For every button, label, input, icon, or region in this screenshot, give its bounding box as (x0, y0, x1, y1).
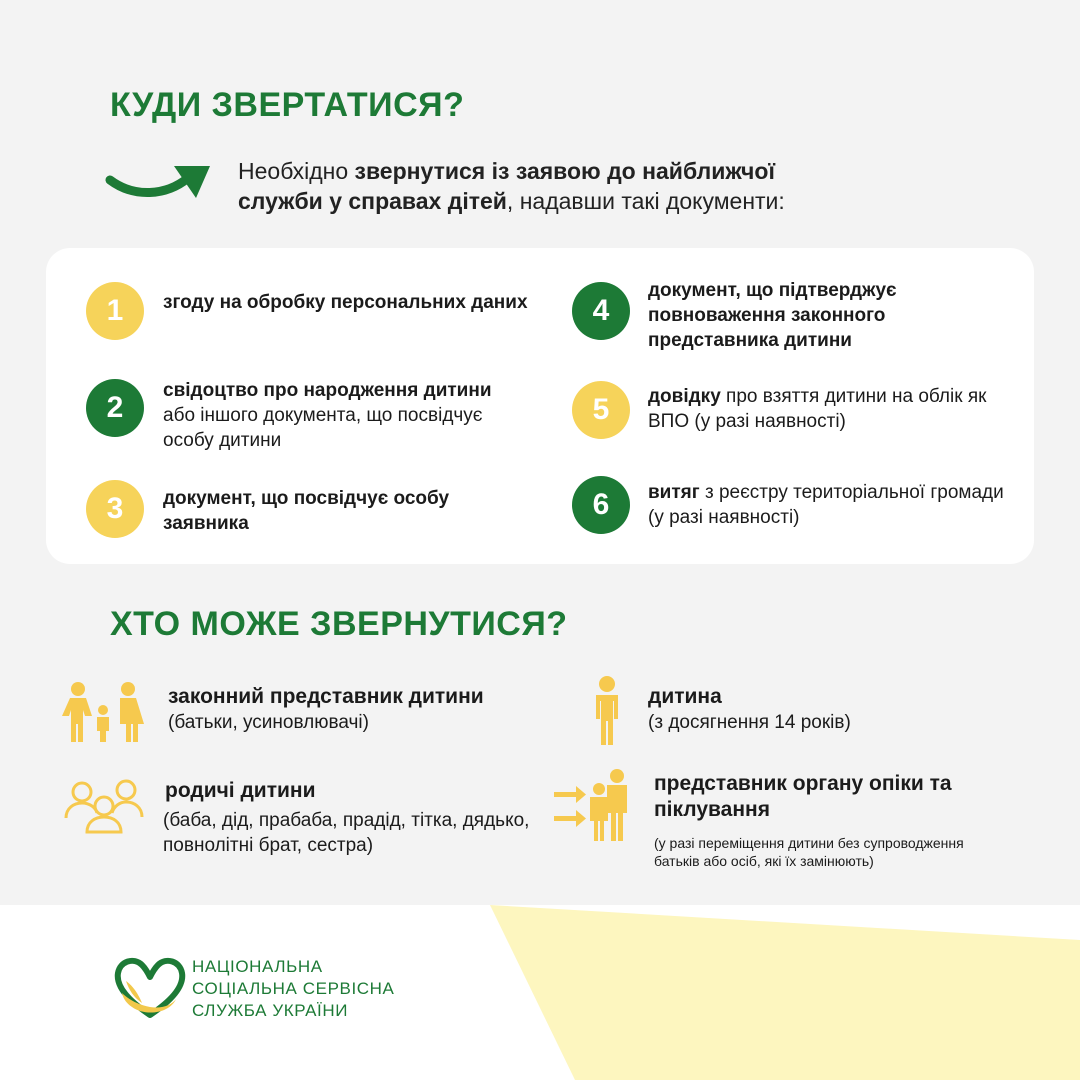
nsss-logo-icon (112, 955, 188, 1019)
guardian-icon (552, 768, 634, 842)
child-sub: (з досягнення 14 років) (648, 712, 851, 733)
child-icon (590, 675, 624, 747)
guardian-sub: (у разі переміщення дитини без супроводження батьків або осіб, які їх замінюють) (654, 835, 964, 869)
document-item-5: довідку про взяття дитини на облік як ВПО (у разі наявності) (648, 386, 987, 432)
who-title: ХТО МОЖЕ ЗВЕРНУТИСЯ? (110, 605, 568, 643)
step-number-4: 4 (572, 282, 630, 340)
relatives-title: родичі дитини (165, 779, 316, 802)
document-item-3: документ, що посвідчує особу заявника (163, 488, 450, 534)
arrow-icon (104, 158, 216, 208)
document-item-1: згоду на обробку персональних даних (163, 292, 528, 313)
step-number-5: 5 (572, 381, 630, 439)
document-item-2: свідоцтво про народження дитини або іншого документа, що посвідчує особу дитини (163, 380, 492, 451)
guardian-title: представник органу опіки та піклування (654, 772, 952, 821)
legal-rep-sub: (батьки, усиновлювачі) (168, 712, 369, 733)
step-number-2: 2 (86, 379, 144, 437)
relatives-icon (62, 776, 148, 834)
legal-rep-title: законний представник дитини (168, 685, 484, 708)
documents-card (46, 248, 1034, 564)
child-title: дитина (648, 685, 722, 708)
nsss-logo-text: НАЦІОНАЛЬНА СОЦІАЛЬНА СЕРВІСНА СЛУЖБА УКРАЇНИ (192, 957, 395, 1020)
document-item-4: документ, що підтверджує повноваження законного представника дитини (648, 280, 897, 351)
document-item-6: витяг з реєстру територіальної громади (у разі наявності) (648, 482, 1004, 528)
family-icon (62, 680, 146, 744)
relatives-sub: (баба, дід, прабаба, прадід, тітка, дядько, повнолітні брат, сестра) (163, 810, 530, 856)
step-number-1: 1 (86, 282, 144, 340)
intro-text: Необхідно звернутися із заявою до найближчої служби у справах дітей, надавши такі документи: (238, 158, 785, 214)
step-number-3: 3 (86, 480, 144, 538)
step-number-6: 6 (572, 476, 630, 534)
where-title: КУДИ ЗВЕРТАТИСЯ? (110, 86, 465, 124)
